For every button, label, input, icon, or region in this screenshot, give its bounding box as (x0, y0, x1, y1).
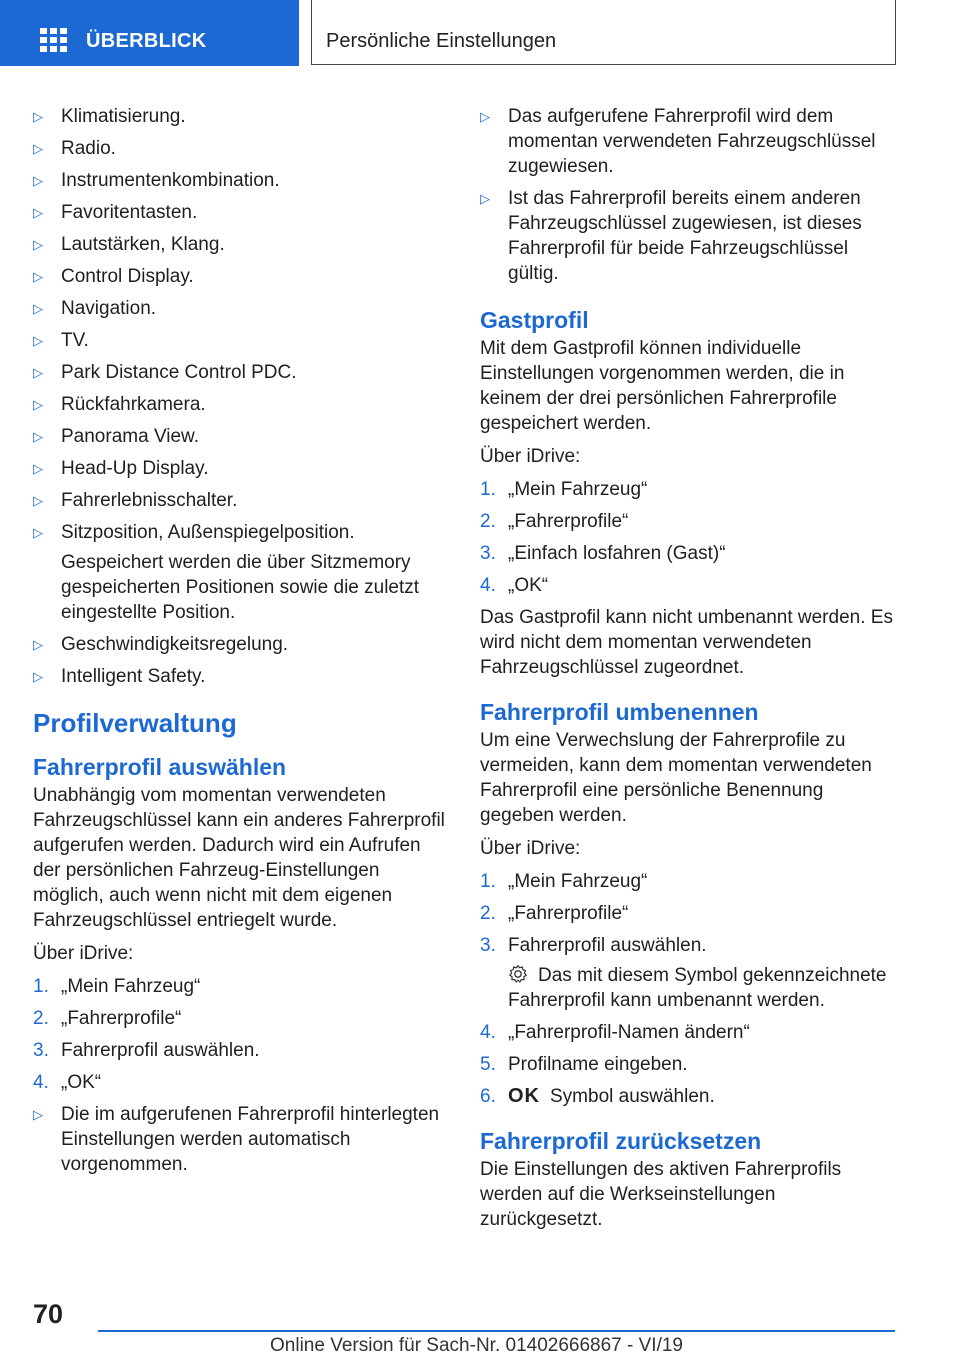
step-item (480, 1020, 895, 1045)
overview-tab[interactable] (0, 0, 299, 66)
list-item (33, 392, 445, 417)
rename-steps (480, 869, 895, 958)
assignment-list (480, 104, 895, 286)
list-item (33, 200, 445, 225)
triangle-bullet-icon: ▷ (33, 397, 43, 412)
step-item (480, 509, 895, 534)
step-text: Symbol auswählen. (550, 1086, 715, 1107)
list-item-text: Geschwindigkeitsregelung. (61, 634, 289, 655)
rename-note (480, 963, 895, 1013)
step-text: „Mein Fahrzeug“ (61, 976, 201, 997)
via-idrive-label: Über iDrive: (480, 446, 581, 467)
guest-steps (480, 477, 895, 598)
select-paragraph: Unabhängig vom momentan verwendeten Fahrzeugschlüssel kann ein anderes Fahrerprofil aufgerufen werden. Dadurch wird ein Aufrufen der persönlichen Fahrzeug-Einstellungen möglich, auch wenn nicht mit dem eigenen Fahrzeugschlüssel entriegelt wurde. (33, 785, 445, 931)
list-item (480, 186, 895, 286)
right-column (480, 104, 895, 1240)
result-text: Die im aufgerufenen Fahrerprofil hinterlegten Einstellungen werden automatisch vorgenommen. (61, 1104, 440, 1175)
triangle-bullet-icon: ▷ (33, 205, 43, 220)
triangle-bullet-icon: ▷ (33, 333, 43, 348)
heading-fahrerprofil-umbenennen: Fahrerprofil umbenennen (480, 699, 759, 725)
triangle-bullet-icon: ▷ (33, 173, 43, 188)
guest-note: Das Gastprofil kann nicht umbenannt werden. Es wird nicht dem momentan verwendeten Fahrzeugschlüssel zugeordnet. (480, 607, 893, 678)
header-title-box (311, 0, 896, 65)
triangle-bullet-icon: ▷ (33, 237, 43, 252)
list-item (33, 296, 445, 321)
list-item (33, 168, 445, 193)
list-item-text: Favoritentasten. (61, 202, 198, 223)
step-number: 4. (33, 1072, 49, 1093)
step-item (33, 974, 445, 999)
step-item (480, 477, 895, 502)
list-item-text: Intelligent Safety. (61, 666, 206, 687)
guest-paragraph: Mit dem Gastprofil können individuelle Einstellungen vorgenommen werden, die in keinem der drei persönlichen Fahrerprofile gespeichert werden. (480, 338, 845, 434)
triangle-bullet-icon: ▷ (33, 141, 43, 156)
step-number: 2. (480, 511, 496, 532)
heading-profilverwaltung: Profilverwaltung (33, 708, 237, 738)
triangle-bullet-icon: ▷ (33, 1107, 43, 1122)
list-item (480, 104, 895, 179)
step-number: 2. (33, 1008, 49, 1029)
page-header (0, 0, 960, 66)
list-item-text: Ist das Fahrerprofil bereits einem anderen Fahrzeugschlüssel zugewiesen, ist dieses Fahrerprofil für beide Fahrzeugschlüssel gültig. (508, 188, 862, 284)
rename-step-6 (480, 1084, 895, 1109)
triangle-bullet-icon: ▷ (33, 269, 43, 284)
step-text: Fahrerprofil auswählen. (508, 935, 707, 956)
rename-steps-b (480, 1020, 895, 1077)
list-item-text: Panorama View. (61, 426, 200, 447)
grid-menu-icon (40, 28, 67, 52)
rename-paragraph: Um eine Verwechslung der Fahrerprofile zu vermeiden, kann dem momentan verwendeten Fahrerprofil eine persönliche Benennung gegeben werden. (480, 730, 872, 826)
online-version-text: Online Version für Sach-Nr. 01402666867 - VI/19 (270, 1335, 683, 1356)
step-number: 4. (480, 1022, 496, 1043)
list-item (33, 232, 445, 257)
step-number: 6. (480, 1086, 496, 1107)
list-item-text: TV. (61, 330, 89, 351)
triangle-bullet-icon: ▷ (33, 669, 43, 684)
step-text: „OK“ (61, 1072, 102, 1093)
list-item (33, 632, 445, 657)
list-item (33, 360, 445, 385)
list-item-text: Rückfahrkamera. (61, 394, 206, 415)
overview-tab-label: ÜBERBLICK (86, 30, 207, 52)
ok-icon: OK (508, 1085, 540, 1107)
list-item-text: Navigation. (61, 298, 157, 319)
via-idrive-label-2: Über iDrive: (480, 838, 581, 859)
step-number: 1. (33, 976, 49, 997)
triangle-bullet-icon: ▷ (33, 301, 43, 316)
rename-note-text: Das mit diesem Symbol gekennzeichnete Fahrerprofil kann umbenannt werden. (508, 965, 887, 1011)
reset-paragraph: Die Einstellungen des aktiven Fahrerprofils werden auf die Werkseinstellungen zurückgesetzt. (480, 1159, 842, 1230)
list-item (33, 104, 445, 129)
heading-fahrerprofil-auswaehlen: Fahrerprofil auswählen (33, 754, 287, 780)
list-item (33, 664, 445, 689)
heading-fahrerprofil-zuruecksetzen: Fahrerprofil zurücksetzen (480, 1128, 762, 1154)
step-item (33, 1070, 445, 1095)
list-item (33, 424, 445, 449)
triangle-bullet-icon: ▷ (33, 637, 43, 652)
step-number: 1. (480, 479, 496, 500)
list-item-text: Lautstärken, Klang. (61, 234, 225, 255)
step-item (480, 869, 895, 894)
step-text: „Mein Fahrzeug“ (508, 871, 648, 892)
seat-note: Gespeichert werden die über Sitzmemory gespeicherten Positionen sowie die zuletzt eingestellte Position. (61, 552, 420, 623)
triangle-bullet-icon: ▷ (33, 109, 43, 124)
gear-icon (508, 964, 528, 984)
via-idrive-label: Über iDrive: (33, 943, 134, 964)
list-item-text: Sitzposition, Außenspiegelposition. (61, 522, 355, 543)
step-number: 1. (480, 871, 496, 892)
triangle-bullet-icon: ▷ (480, 191, 490, 206)
step-item (480, 1052, 895, 1077)
list-item-text: Radio. (61, 138, 116, 159)
triangle-bullet-icon: ▷ (33, 429, 43, 444)
select-steps (33, 974, 445, 1095)
list-item-text: Das aufgerufene Fahrerprofil wird dem momentan verwendeten Fahrzeugschlüssel zugewiesen. (508, 106, 876, 177)
triangle-bullet-icon: ▷ (480, 109, 490, 124)
page-number: 70 (33, 1299, 64, 1329)
step-number: 3. (480, 935, 496, 956)
triangle-bullet-icon: ▷ (33, 525, 43, 540)
step-text: „Fahrerprofile“ (508, 903, 629, 924)
list-item (33, 488, 445, 513)
step-number: 3. (480, 543, 496, 564)
settings-list (33, 104, 445, 545)
list-item-text: Head-Up Display. (61, 458, 209, 479)
step-text: „Mein Fahrzeug“ (508, 479, 648, 500)
list-item (33, 136, 445, 161)
step-item (33, 1038, 445, 1063)
step-text: „Einfach losfahren (Gast)“ (508, 543, 726, 564)
step-item (480, 541, 895, 566)
list-item-text: Fahrerlebnisschalter. (61, 490, 238, 511)
settings-list-2 (33, 632, 445, 689)
list-item-text: Instrumentenkombination. (61, 170, 280, 191)
list-item (33, 328, 445, 353)
step-item (480, 901, 895, 926)
step-number: 3. (33, 1040, 49, 1061)
step-number: 5. (480, 1054, 496, 1075)
step-text: „Fahrerprofil-Namen ändern“ (508, 1022, 750, 1043)
triangle-bullet-icon: ▷ (33, 493, 43, 508)
triangle-bullet-icon: ▷ (33, 365, 43, 380)
list-item-text: Control Display. (61, 266, 194, 287)
step-text: Profilname eingeben. (508, 1054, 688, 1075)
list-item (33, 264, 445, 289)
step-text: Fahrerprofil auswählen. (61, 1040, 260, 1061)
result-bullet (33, 1102, 445, 1177)
step-item (33, 1006, 445, 1031)
triangle-bullet-icon: ▷ (33, 461, 43, 476)
step-number: 2. (480, 903, 496, 924)
list-item-text: Klimatisierung. (61, 106, 186, 127)
step-number: 4. (480, 575, 496, 596)
heading-gastprofil: Gastprofil (480, 307, 589, 333)
step-text: „Fahrerprofile“ (61, 1008, 182, 1029)
list-item (33, 456, 445, 481)
step-item (480, 933, 895, 958)
step-text: „Fahrerprofile“ (508, 511, 629, 532)
page-title: Persönliche Einstellungen (326, 30, 557, 52)
footer-divider (98, 1330, 895, 1332)
list-item-text: Park Distance Control PDC. (61, 362, 297, 383)
left-column (33, 104, 445, 1184)
step-text: „OK“ (508, 575, 549, 596)
list-item (33, 520, 445, 545)
step-item (480, 573, 895, 598)
